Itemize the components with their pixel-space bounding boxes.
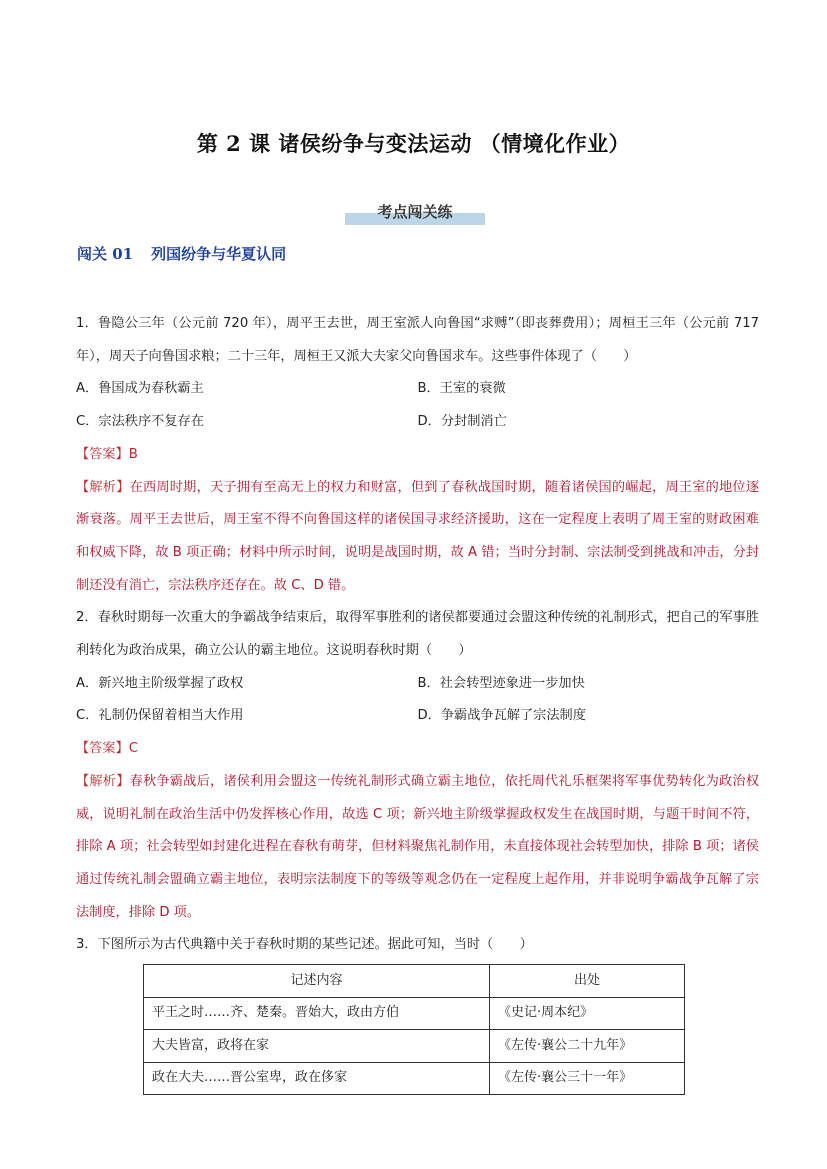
analysis-label: 【解析】 xyxy=(76,479,130,495)
table-cell: 平王之时……齐、楚秦。晋始大，政由方伯 xyxy=(144,997,490,1030)
table-row xyxy=(144,1062,685,1095)
table-cell: 政在大夫……晋公室卑，政在侈家 xyxy=(144,1062,490,1095)
question-2 xyxy=(76,602,759,929)
analysis-label: 【解析】 xyxy=(76,773,130,789)
question-3 xyxy=(76,929,759,1095)
answer xyxy=(76,733,759,766)
analysis xyxy=(76,472,759,603)
option-c: C．宗法秩序不复存在 xyxy=(76,414,204,430)
analysis-text: 在西周时期，天子拥有至高无上的权力和财富，但到了春秋战国时期，随着诸侯国的崛起，周王室的地位逐渐衰落。周平王去世后，周王室不得不向鲁国这样的诸侯国寻求经济援助，这在一定程度上表明了周王室的财政困难和权威下降，故 B 项正确；材料中所示时间，说明是战国时期，故 A 错；当时分封制、宗法制受到挑战和冲击，分封制还没有消亡，宗法秩序还存在。故 C、D 错。 xyxy=(76,479,760,593)
table-cell: 《史记·周本纪》 xyxy=(490,997,685,1030)
answer-value: B xyxy=(128,446,138,462)
section-heading xyxy=(77,243,304,264)
options xyxy=(76,668,759,733)
table-header: 记述内容 xyxy=(144,965,490,998)
source-table xyxy=(143,964,685,1095)
option-a: A．新兴地主阶级掌握了政权 xyxy=(76,675,244,691)
table-header: 出处 xyxy=(490,965,685,998)
table-header-row xyxy=(144,965,685,998)
section-name: 列国纷争与华夏认同 xyxy=(151,245,287,263)
question-stem: 2．春秋时期每一次重大的争霸战争结束后，取得军事胜利的诸侯都要通过会盟这种传统的礼制形式，把自己的军事胜利转化为政治成果，确立公认的霸主地位。这说明春秋时期（ ） xyxy=(76,610,759,659)
table-cell: 《左传·襄公二十九年》 xyxy=(490,1030,685,1063)
options xyxy=(76,373,759,438)
answer-label: 【答案】 xyxy=(76,446,129,462)
answer-value: C xyxy=(128,741,138,757)
option-b: B．王室的衰微 xyxy=(417,381,506,397)
document-body xyxy=(76,308,759,1095)
option-b: B．社会转型迹象进一步加快 xyxy=(417,675,585,691)
analysis-text: 春秋争霸战后，诸侯利用会盟这一传统礼制形式确立霸主地位，依托周代礼乐框架将军事优势转化为政治权威，说明礼制在政治生活中仍发挥核心作用，故选 C 项；新兴地主阶级掌握政权发生在战国时期，与题干时间不符，排除 A 项；社会转型如封建化进程在春秋有萌芽，但材料聚焦礼制作用，未直接体现社会转型加快，排除 B 项；诸侯通过传统礼制会盟确立霸主地位，表明宗法制度下的等级等观念仍在一定程度上起作用，并非说明争霸战争瓦解了宗法制度，排除 D 项。 xyxy=(76,773,760,920)
badge-label: 考点闯关练 xyxy=(377,203,453,221)
table-cell: 大夫皆富，政将在家 xyxy=(144,1030,490,1063)
answer-label: 【答案】 xyxy=(76,741,129,757)
answer xyxy=(76,439,759,472)
option-a: A．鲁国成为春秋霸主 xyxy=(76,381,204,397)
option-c: C．礼制仍保留着相当大作用 xyxy=(76,708,244,724)
question-1 xyxy=(76,308,759,602)
option-d: D．争霸战争瓦解了宗法制度 xyxy=(417,708,586,724)
section-number: 闯关 01 xyxy=(77,245,134,263)
table-cell: 《左传·襄公三十一年》 xyxy=(490,1062,685,1095)
option-d: D．分封制消亡 xyxy=(417,414,507,430)
analysis xyxy=(76,766,759,930)
section-badge xyxy=(345,198,485,228)
table-row xyxy=(144,1030,685,1063)
question-stem: 3．下图所示为古代典籍中关于春秋时期的某些记述。据此可知，当时（ ） xyxy=(76,937,533,953)
page-title: 第 2 课 诸侯纷争与变法运动 （情境化作业） xyxy=(196,131,631,156)
table-row xyxy=(144,997,685,1030)
question-stem: 1．鲁隐公三年（公元前 720 年），周平王去世，周王室派人向鲁国“求赙”（即丧葬费用）；周桓王三年（公元前 717 年），周天子向鲁国求粮；二十三年，周桓王又派大夫家父向鲁国求车。这些事件体现了（ ） xyxy=(76,316,759,364)
